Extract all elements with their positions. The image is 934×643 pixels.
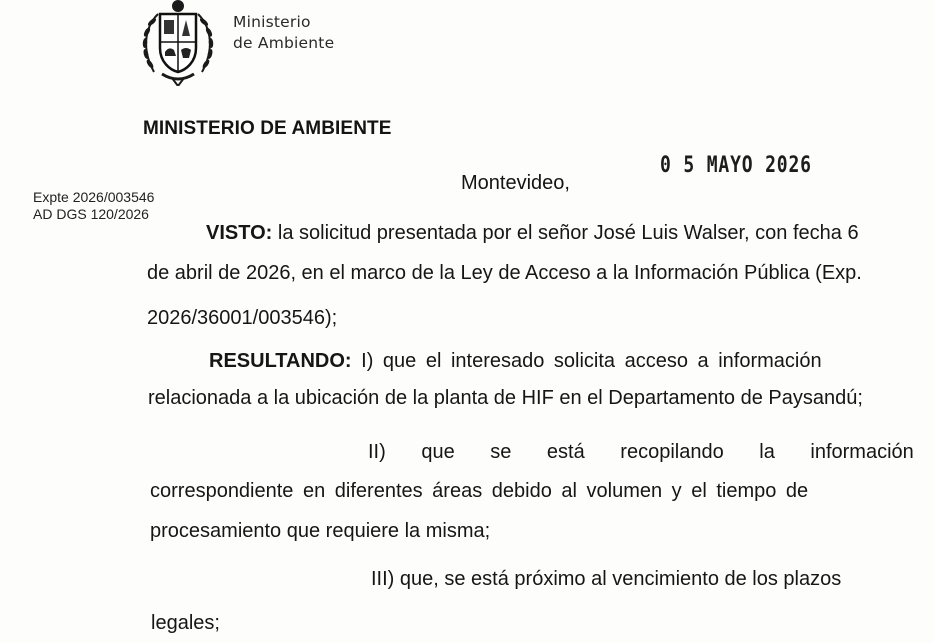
resultando-1-text-1: I) que el interesado solicita acceso a información [361,350,822,372]
file-reference-line-1: Expte 2026/003546 [33,189,155,205]
organization-name [233,12,334,54]
resultando-3-line-1: III) que, se está próximo al vencimiento de los plazos [371,568,842,590]
resultando-label: RESULTANDO: [209,350,352,372]
resultando-2-line-1: II) que se está recopilando la información [368,441,914,463]
document-heading: MINISTERIO DE AMBIENTE [143,118,392,139]
location-text: Montevideo, [461,172,570,194]
org-name-line-2: de Ambiente [233,34,335,52]
visto-line-1 [206,222,859,245]
visto-label: VISTO: [206,222,273,244]
visto-line-2: de abril de 2026, en el marco de la Ley de Acceso a la Información Pública (Exp. [147,262,862,284]
visto-line-3: 2026/36001/003546); [147,307,338,329]
file-reference [33,189,154,223]
resultando-3-line-2: legales; [151,612,220,634]
coat-of-arms-logo [136,0,220,86]
resultando-2-line-2: correspondiente en diferentes áreas debido al volumen y el tiempo de [150,480,809,502]
resultando-1-line-2: relacionada a la ubicación de la planta de HIF en el Departamento de Paysandú; [148,387,863,409]
org-name-line-1: Ministerio [233,13,311,31]
resultando-2-line-3: procesamiento que requiere la misma; [150,520,491,542]
file-reference-line-2: AD DGS 120/2026 [33,206,149,222]
resultando-line-1 [209,350,822,373]
visto-text-1: la solicitud presentada por el señor José Luis Walser, con fecha 6 [277,222,859,244]
date-stamp: 0 5 MAYO 2026 [660,153,812,178]
